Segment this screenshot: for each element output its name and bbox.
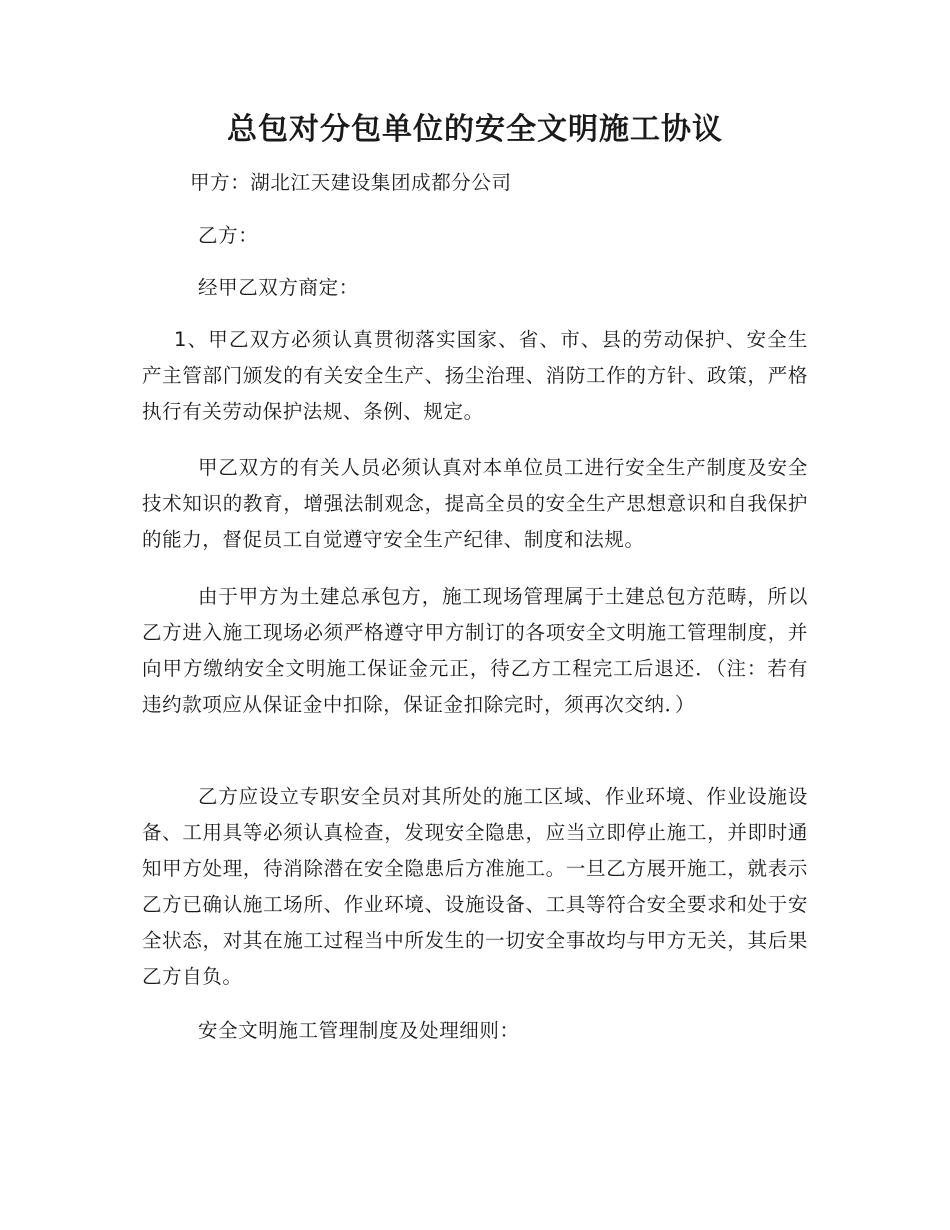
closing-heading: 安全文明施工管理制度及处理细则： xyxy=(198,1019,520,1042)
party-b-line: 乙方： xyxy=(198,224,259,247)
deposit-paragraph: 由于甲方为土建总承包方，施工现场管理属于土建总包方范畴，所以乙方进入施工现场必须严格遵守甲方制订的各项安全文明施工管理制度，并向甲方缴纳安全文明施工保证金元正，待乙方工程完工后退还．（注：若有违约款项应从保证金中扣除，保证金扣除完时，须再次交纳．） xyxy=(142,585,808,716)
safety-officer-paragraph: 乙方应设立专职安全员对其所处的施工区域、作业环境、作业设施设备、工用具等必须认真检查，发现安全隐患，应当立即停止施工，并即时通知甲方处理，待消除潜在安全隐患后方准施工。一旦乙方展开施工，就表示乙方已确认施工场所、作业环境、设施设备、工具等符合安全要求和处于安全状态，对其在施工过程当中所发生的一切安全事故均与甲方无关，其后果乙方自负。 xyxy=(142,785,808,988)
preamble-line: 经甲乙双方商定： xyxy=(198,276,359,299)
clause-1-paragraph: 1、甲乙双方必须认真贯彻落实国家、省、市、县的劳动保护、安全生产主管部门颁发的有关安全生产、扬尘治理、消防工作的方针、政策，严格执行有关劳动保护法规、条例、规定。 xyxy=(142,328,808,423)
party-a-line: 甲方：湖北江天建设集团成都分公司 xyxy=(190,171,512,194)
document-title: 总包对分包单位的安全文明施工协议 xyxy=(227,112,723,147)
education-paragraph: 甲乙双方的有关人员必须认真对本单位员工进行安全生产制度及安全技术知识的教育，增强法制观念，提高全员的安全生产思想意识和自我保护的能力，督促员工自觉遵守安全生产纪律、制度和法规。 xyxy=(142,456,808,551)
